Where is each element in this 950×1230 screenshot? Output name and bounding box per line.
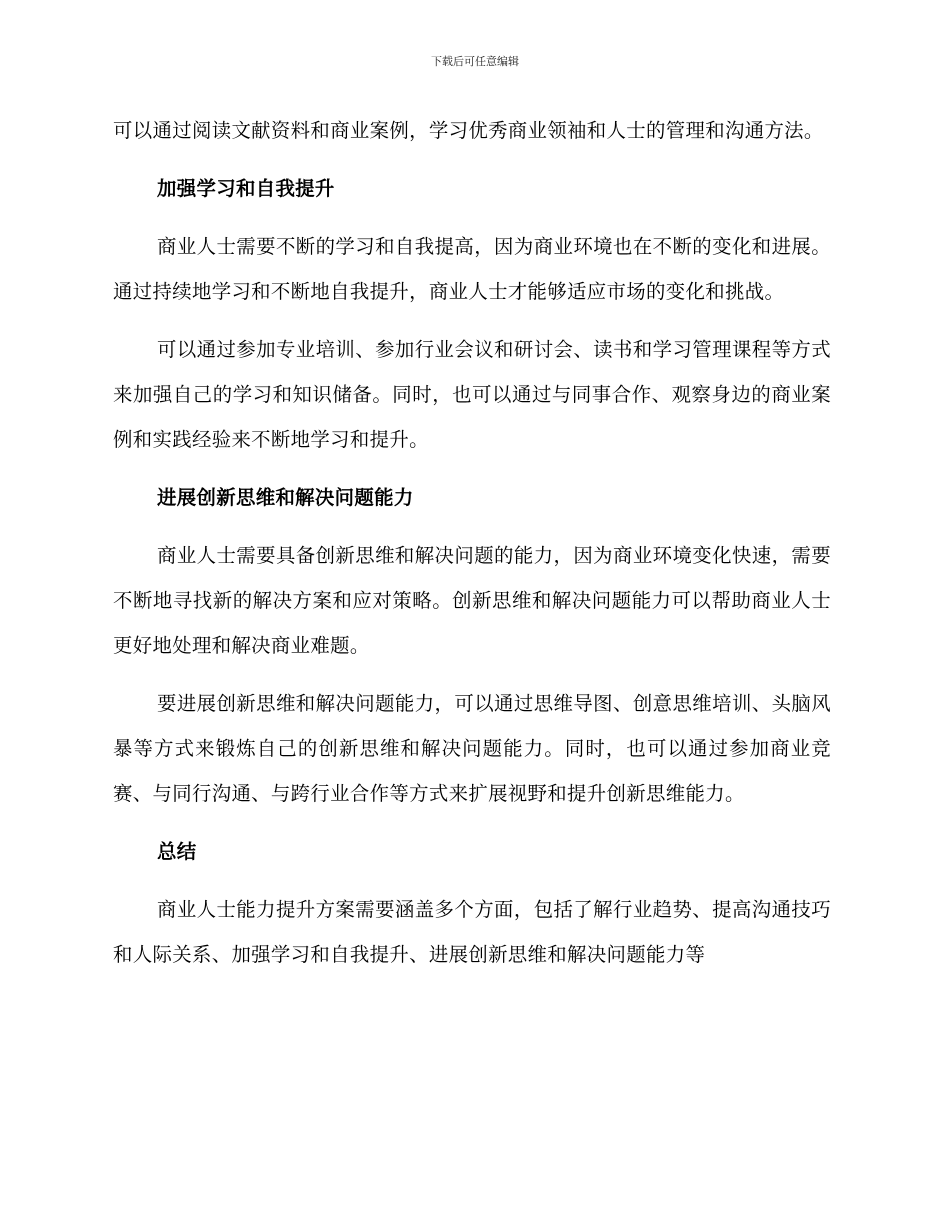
section-heading-innovation: 进展创新思维和解决问题能力 [157,486,414,509]
section-heading-summary: 总结 [157,840,197,863]
paragraph-innovation-1: 商业人士需要具备创新思维和解决问题的能力，因为商业环境变化快速，需要不断地寻找新的解决方案和应对策略。创新思维和解决问题能力可以帮助商业人士更好地处理和解决商业难题。 [113,544,831,657]
document-body [113,108,831,977]
paragraph-innovation-2: 要进展创新思维和解决问题能力，可以通过思维导图、创意思维培训、头脑风暴等方式来锻炼自己的创新思维和解决问题能力。同时，也可以通过参加商业竞赛、与同行沟通、与跨行业合作等方式来扩展视野和提升创新思维能力。 [113,692,831,805]
paragraph-learning-1: 商业人士需要不断的学习和自我提高，因为商业环境也在不断的变化和进展。通过持续地学习和不断地自我提升，商业人士才能够适应市场的变化和挑战。 [113,235,831,303]
intro-continuation-paragraph: 可以通过阅读文献资料和商业案例，学习优秀商业领袖和人士的管理和沟通方法。 [113,119,824,142]
section-heading-learning: 加强学习和自我提升 [157,177,335,200]
header-note: 下载后可任意编辑 [431,55,519,68]
paragraph-learning-2: 可以通过参加专业培训、参加行业会议和研讨会、读书和学习管理课程等方式来加强自己的学习和知识储备。同时，也可以通过与同事合作、观察身边的商业案例和实践经验来不断地学习和提升。 [113,338,831,451]
paragraph-summary-1: 商业人士能力提升方案需要涵盖多个方面，包括了解行业趋势、提高沟通技巧和人际关系、加强学习和自我提升、进展创新思维和解决问题能力等 [113,898,831,966]
